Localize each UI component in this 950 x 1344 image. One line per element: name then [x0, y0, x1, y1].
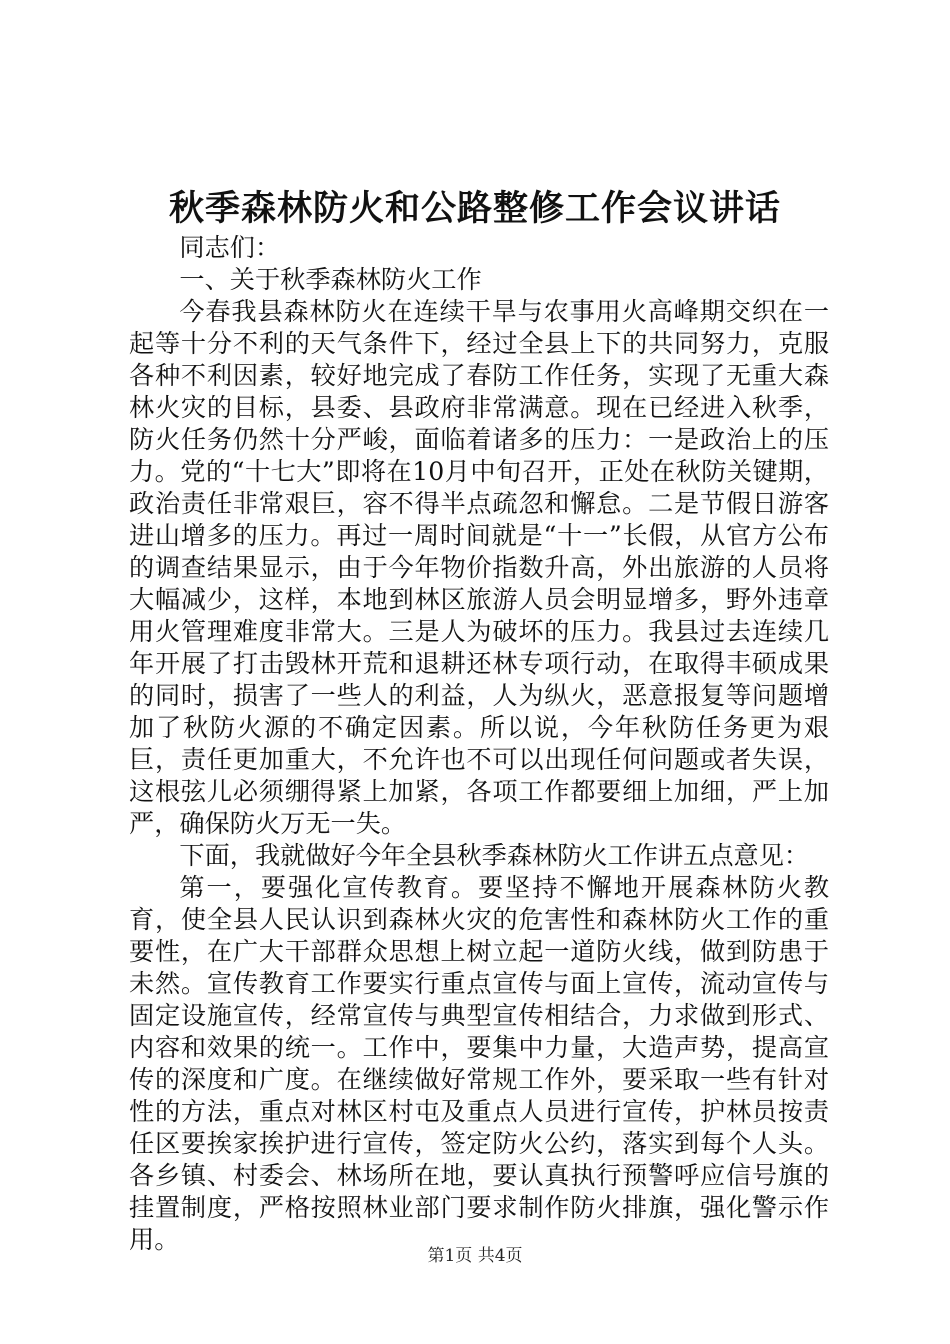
section-heading: 一、关于秋季森林防火工作: [179, 265, 482, 294]
document-title: 秋季森林防火和公路整修工作会议讲话: [168, 188, 781, 229]
body-paragraph: 今春我县森林防火在连续干旱与农事用火高峰期交织在一起等十分不利的天气条件下，经过全县上下的共同努力，克服各种不利因素，较好地完成了春防工作任务，实现了无重大森林火灾的目标，县委、县政府非常满意。现在已经进入秋季，防火任务仍然十分严峻，面临着诸多的压力：一是政治上的压力。党的“十七大”即将在10月中旬召开，正处在秋防关键期，政治责任非常艰巨，容不得半点疏忽和懈怠。二是节假日游客进山增多的压力。再过一周时间就是“十一”长假，从官方公布的调查结果显示，由于今年物价指数升高，外出旅游的人员将大幅减少，这样，本地到林区旅游人员会明显增多，野外违章用火管理难度非常大。三是人为破坏的压力。我县过去连续几年开展了打击毁林开荒和退耕还林专项行动，在取得丰硕成果的同时，损害了一些人的利益，人为纵火，恶意报复等问题增加了秋防火源的不确定因素。所以说，今年秋防任务更为艰巨，责任更加重大，不允许也不可以出现任何问题或者失误，这根弦儿必须绷得紧上加紧，各项工作都要细上加细，严上加严，确保防火万无一失。: [129, 297, 829, 838]
page-number-footer: 第1页 共4页: [427, 1246, 523, 1266]
body-paragraph: 第一，要强化宣传教育。要坚持不懈地开展森林防火教育，使全县人民认识到森林火灾的危害性和森林防火工作的重要性，在广大干部群众思想上树立起一道防火线，做到防患于未然。宣传教育工作要实行重点宣传与面上宣传，流动宣传与固定设施宣传，经常宣传与典型宣传相结合，力求做到形式、内容和效果的统一。工作中，要集中力量，大造声势，提高宣传的深度和广度。在继续做好常规工作外，要采取一些有针对性的方法，重点对林区村屯及重点人员进行宣传，护林员按责任区要挨家挨护进行宣传，签定防火公约，落实到每个人头。各乡镇、村委会、林场所在地，要认真执行预警呼应信号旗的挂置制度，严格按照林业部门要求制作防火排旗，强化警示作用。: [129, 873, 829, 1254]
document-body: [129, 232, 829, 1256]
body-paragraph: 下面，我就做好今年全县秋季森林防火工作讲五点意见：: [179, 841, 810, 870]
salutation: 同志们：: [179, 233, 281, 262]
